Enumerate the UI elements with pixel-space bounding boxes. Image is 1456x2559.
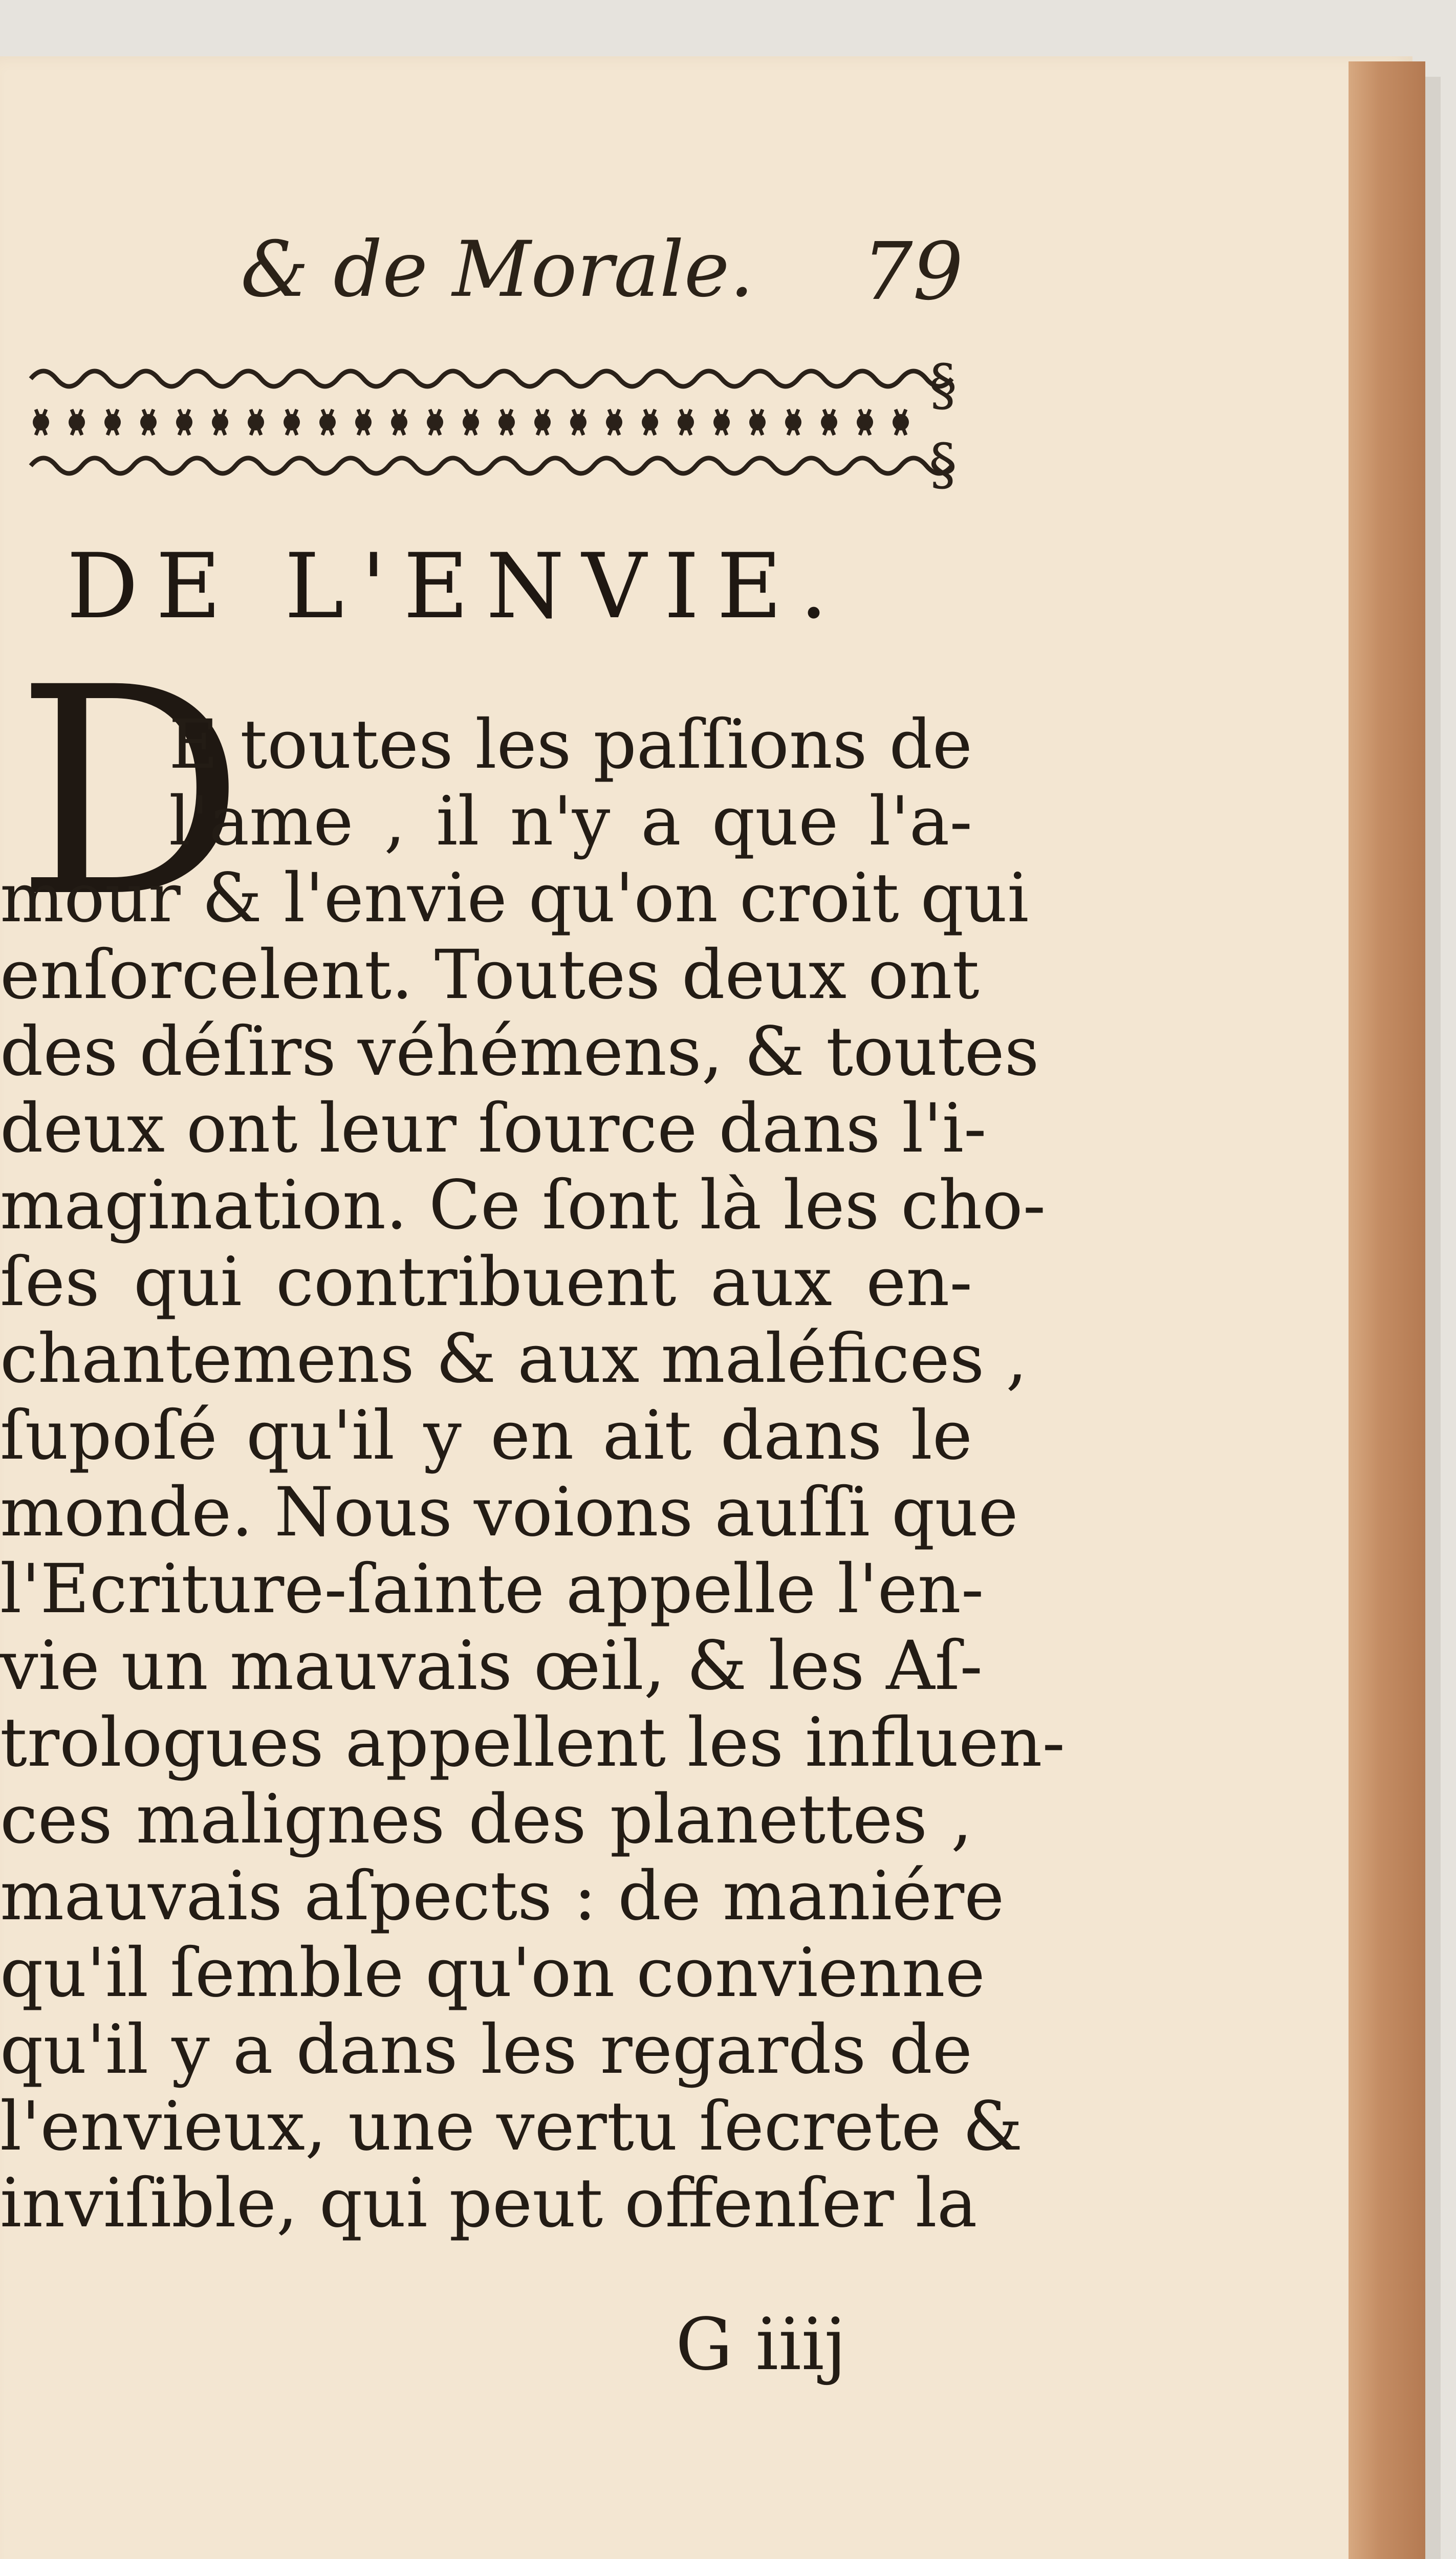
body-line: des déſirs véhémens, & toutes	[0, 1012, 1039, 1091]
body-line: monde. Nous voions auſſi que	[0, 1473, 1018, 1552]
page-number: 79	[862, 225, 964, 318]
body-line: deux ont leur ſource dans l'i-	[0, 1089, 987, 1168]
ornament-band	[0, 348, 972, 496]
signature-mark: G iiij	[676, 2303, 847, 2387]
page-fore-edge	[1349, 61, 1425, 2559]
body-line: chantemens & aux maléfices ,	[0, 1319, 1028, 1398]
running-head: & de Morale.	[241, 225, 754, 314]
body-line: E toutes les paſſions de	[169, 705, 972, 784]
drop-cap: D	[15, 626, 245, 960]
body-line: l'ame , il n'y a que l'a-	[169, 782, 972, 861]
body-line: l'envieux, une vertu ſecrete &	[0, 2087, 1023, 2166]
body-line: magination. Ce ſont là les cho-	[0, 1166, 1046, 1245]
body-line: l'Ecriture-ſainte appelle l'en-	[0, 1550, 984, 1629]
body-line: ſes qui contribuent aux en-	[0, 1243, 972, 1321]
body-line: mauvais aſpects : de maniére	[0, 1857, 1005, 1936]
chapter-title: DE L'ENVIE.	[67, 535, 845, 639]
svg-text:§: §	[929, 352, 957, 418]
body-line: trologues appellent les influen-	[0, 1703, 1066, 1782]
body-line: enſorcelent. Toutes deux ont	[0, 936, 980, 1014]
ornament-bottom-row	[31, 458, 952, 473]
fore-edge-shadow	[1425, 77, 1441, 2559]
body-line: inviſible, qui peut offenſer la	[0, 2164, 977, 2243]
svg-text:§: §	[929, 431, 957, 496]
body-line: qu'il y a dans les regards de	[0, 2010, 972, 2089]
body-line: mour & l'envie qu'on croit qui	[0, 859, 1029, 938]
body-line: ſupoſé qu'il y en ait dans le	[0, 1396, 972, 1475]
body-line: vie un mauvais œil, & les Aſ-	[0, 1627, 983, 1705]
running-header	[241, 225, 964, 318]
body-line: ces malignes des planettes ,	[0, 1780, 972, 1859]
ornament-top-row	[31, 371, 952, 386]
body-line: qu'il ſemble qu'on convienne	[0, 1934, 985, 2012]
